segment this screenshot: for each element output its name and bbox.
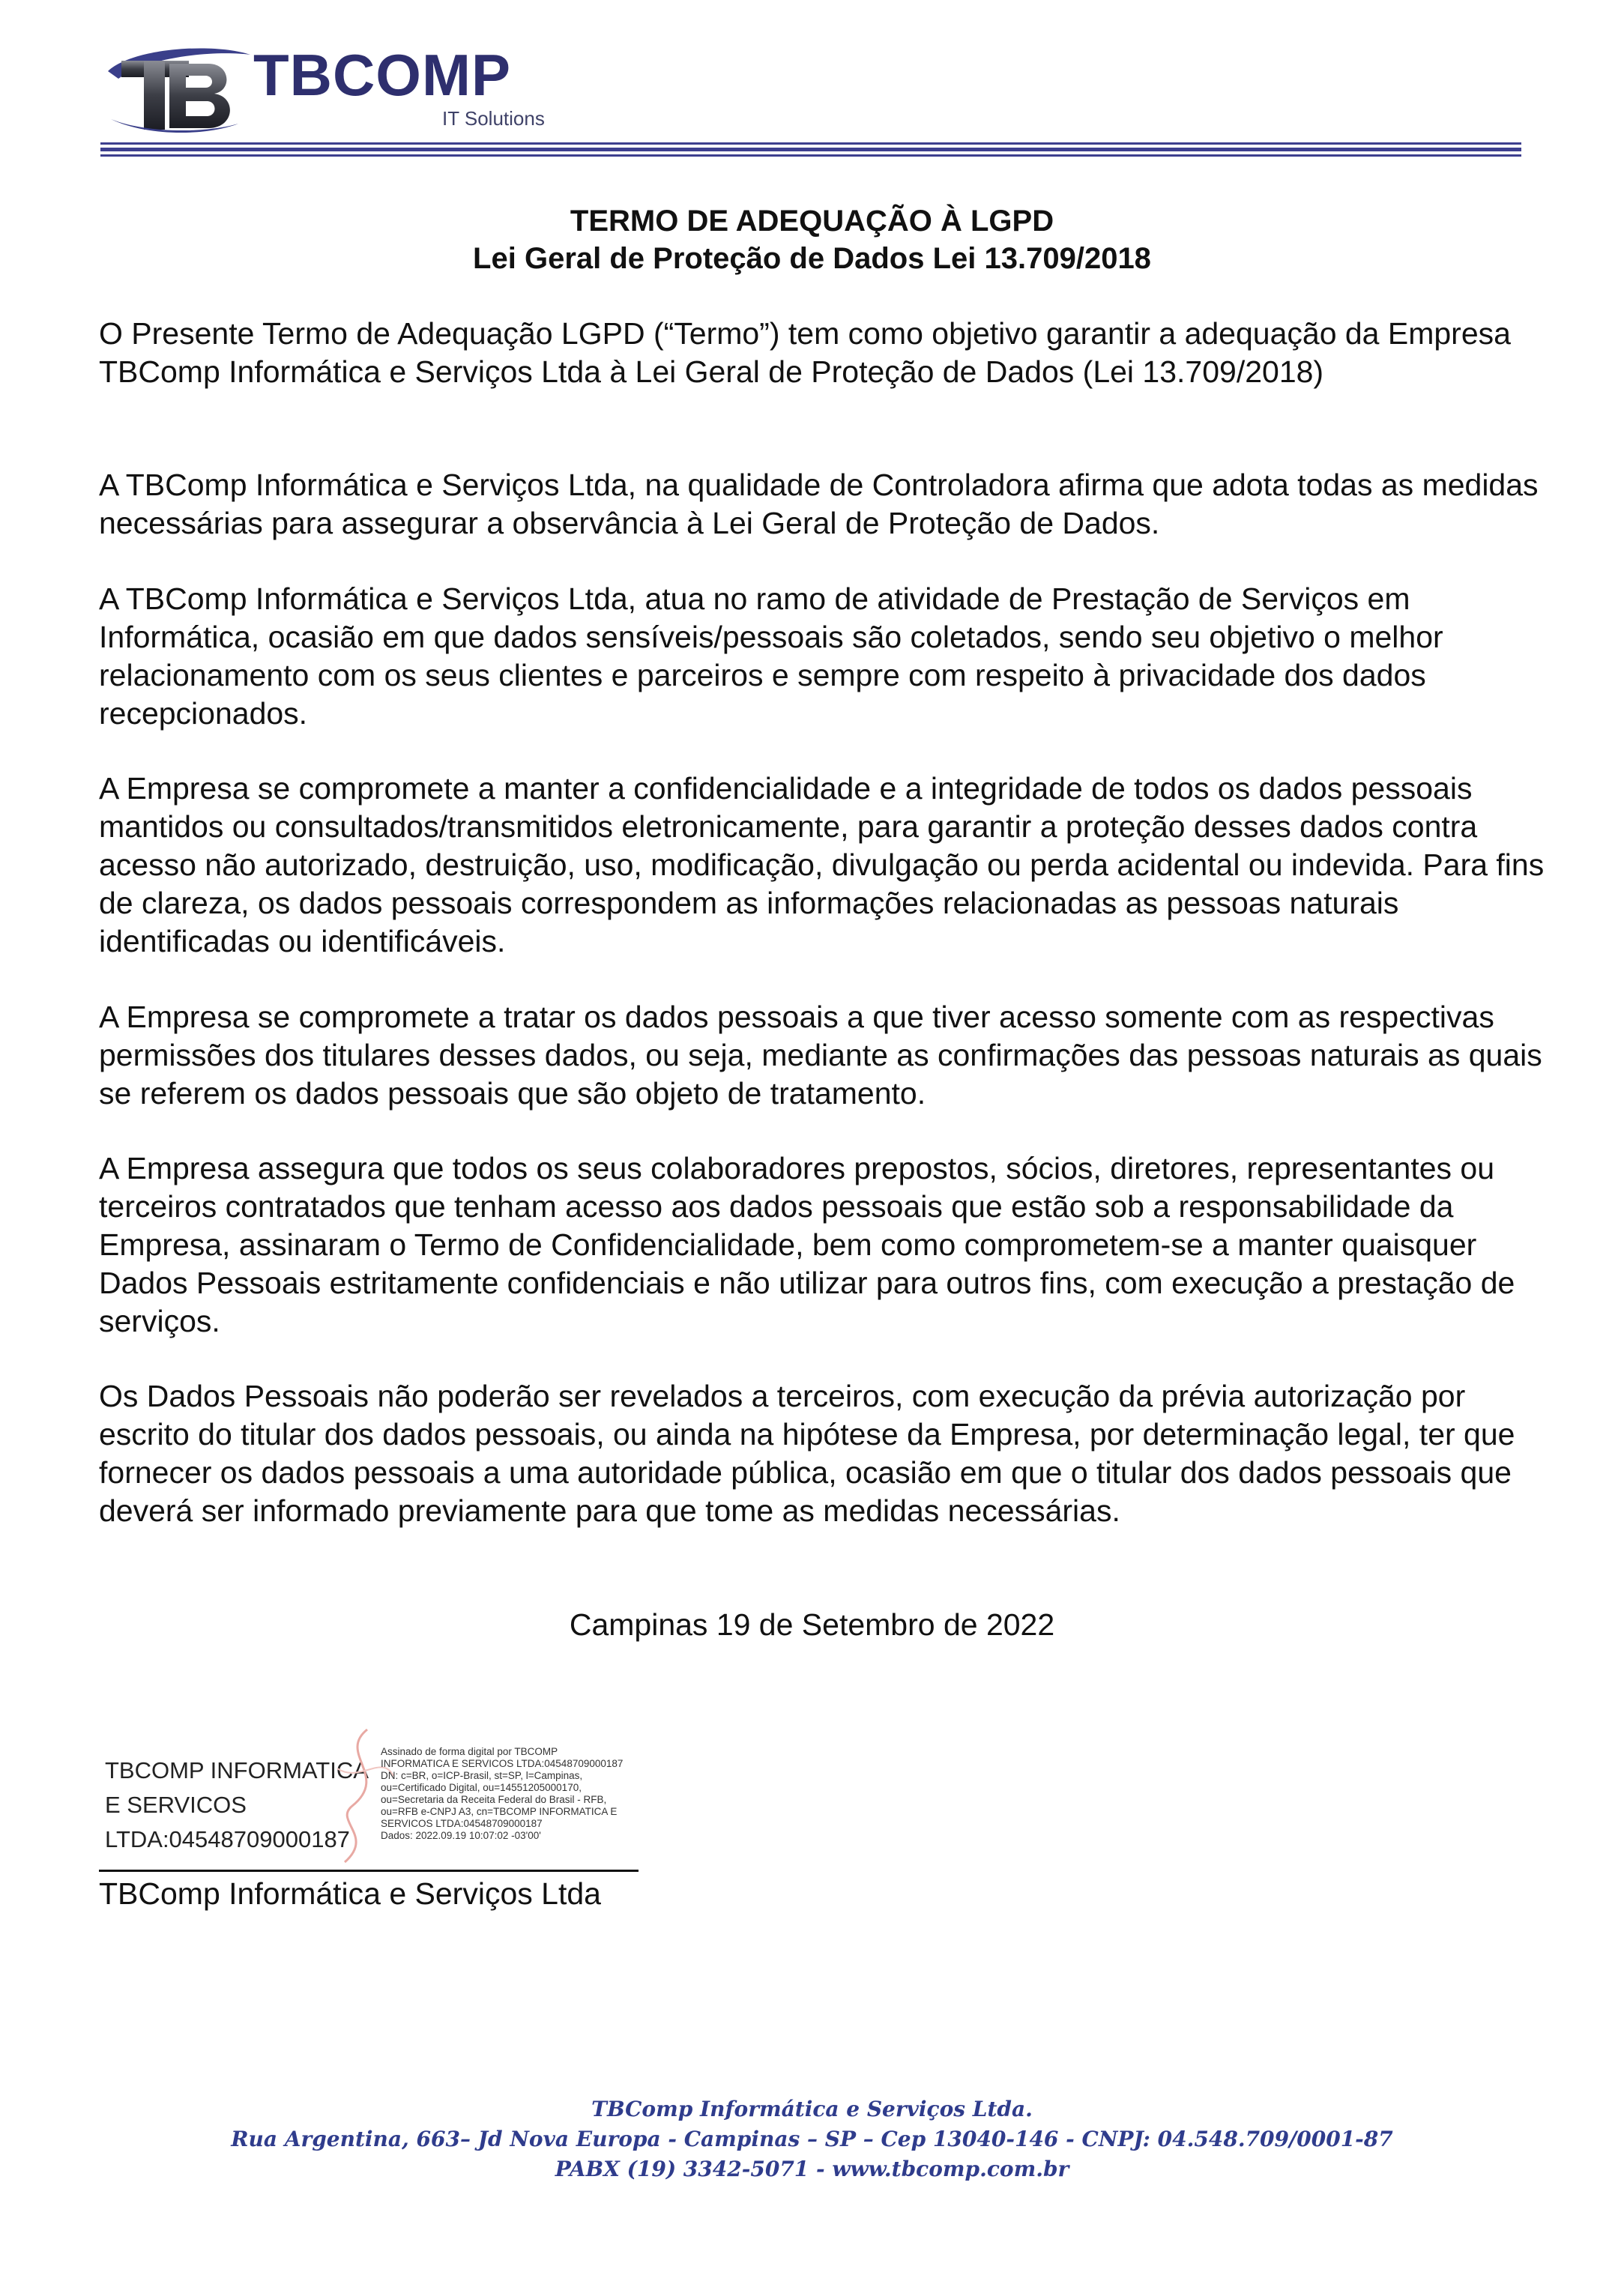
tb-logo-mark-icon bbox=[103, 41, 253, 139]
paragraph-5: A Empresa se compromete a tratar os dados pessoais a que tiver acesso somente com as respectivas permissões dos titulares desses dados, ou seja, mediante as confirmações das pessoas naturais as quais se referem os dados pessoais que são objeto de tratamento. bbox=[99, 1000, 1542, 1111]
footer-company: TBComp Informática e Serviços Ltda. bbox=[591, 2097, 1033, 2121]
header-rule-middle bbox=[100, 148, 1521, 151]
document-date: Campinas 19 de Setembro de 2022 bbox=[569, 1607, 1055, 1642]
paragraph-4: A Empresa se compromete a manter a confidencialidade e a integridade de todos os dados pessoais mantidos ou consultados/transmitidos eletronicamente, para garantir a proteção desses dados contra acesso não autorizado, destruição, uso, modificação, divulgação ou perda acidental ou indevida. Para fins de clareza, os dados pessoais correspondem as informações relacionadas as pessoas naturais identificadas ou identificáveis. bbox=[99, 771, 1545, 958]
paragraph-2: A TBComp Informática e Serviços Ltda, na qualidade de Controladora afirma que adota todas as medidas necessárias para assegurar a observância à Lei Geral de Proteção de Dados. bbox=[99, 468, 1539, 540]
certificate-line: ou=Secretaria da Receita Federal do Brasil - RFB, bbox=[381, 1794, 607, 1805]
document-subtitle: Lei Geral de Proteção de Dados Lei 13.709/2018 bbox=[473, 242, 1151, 275]
certificate-line: Assinado de forma digital por TBCOMP bbox=[381, 1746, 558, 1757]
paragraph-7: Os Dados Pessoais não poderão ser revelados a terceiros, com execução da prévia autorização por escrito do titular dos dados pessoais, ou ainda na hipótese da Empresa, por determinação legal, ter que fornecer os dados pessoais a uma autoridade pública, ocasião em que o titular dos dados pessoais que deverá ser informado previamente para que tome as medidas necessárias. bbox=[99, 1379, 1515, 1528]
brand-tagline: IT Solutions bbox=[442, 107, 545, 130]
signer-name-line: E SERVICOS bbox=[105, 1792, 247, 1818]
certificate-line: ou=Certificado Digital, ou=14551205000170, bbox=[381, 1782, 582, 1793]
signer-name-line: TBCOMP INFORMATICA bbox=[105, 1757, 369, 1783]
certificate-line: INFORMATICA E SERVICOS LTDA:04548709000187 bbox=[381, 1758, 624, 1769]
footer-address: Rua Argentina, 663– Jd Nova Europa - Campinas – SP – Cep 13040-146 - CNPJ: 04.548.709/0001-87 bbox=[231, 2127, 1393, 2151]
signature-line bbox=[99, 1870, 639, 1872]
signature-certificate-details bbox=[381, 1746, 665, 1842]
paragraph-1: O Presente Termo de Adequação LGPD (“Termo”) tem como objetivo garantir a adequação da Empresa TBComp Informática e Serviços Ltda à Lei Geral de Proteção de Dados (Lei 13.709/2018) bbox=[99, 316, 1511, 389]
signature-company: TBComp Informática e Serviços Ltda bbox=[99, 1876, 601, 1911]
footer-contact: PABX (19) 3342-5071 - www.tbcomp.com.br bbox=[555, 2157, 1069, 2181]
paragraph-6: A Empresa assegura que todos os seus colaboradores prepostos, sócios, diretores, representantes ou terceiros contratados que tenham acesso aos dados pessoais que estão sob a responsabilidade da Empresa, assinaram o Termo de Confidencialidade, bem como comprometem-se a manter quaisquer Dados Pessoais estritamente confidenciais e não utilizar para outros fins, com execução a prestação de serviços. bbox=[99, 1151, 1515, 1338]
header-rule-bottom bbox=[100, 154, 1521, 157]
header-rule-top bbox=[100, 142, 1521, 145]
certificate-line: ou=RFB e-CNPJ A3, cn=TBCOMP INFORMATICA E bbox=[381, 1806, 618, 1817]
document-title: TERMO DE ADEQUAÇÃO À LGPD bbox=[570, 205, 1054, 238]
signer-name-line: LTDA:04548709000187 bbox=[105, 1826, 350, 1852]
company-logo bbox=[103, 41, 568, 139]
brand-name: TBCOMP bbox=[253, 42, 511, 108]
certificate-line: Dados: 2022.09.19 10:07:02 -03'00' bbox=[381, 1830, 541, 1841]
certificate-line: DN: c=BR, o=ICP-Brasil, st=SP, l=Campinas, bbox=[381, 1770, 583, 1781]
certificate-line: SERVICOS LTDA:04548709000187 bbox=[381, 1818, 543, 1829]
paragraph-3: A TBComp Informática e Serviços Ltda, atua no ramo de atividade de Prestação de Serviços em Informática, ocasião em que dados sensíveis/pessoais são coletados, sendo seu objetivo o melhor relacionamento com os seus clientes e parceiros e sempre com respeito à privacidade dos dados recepcionados. bbox=[99, 581, 1443, 731]
